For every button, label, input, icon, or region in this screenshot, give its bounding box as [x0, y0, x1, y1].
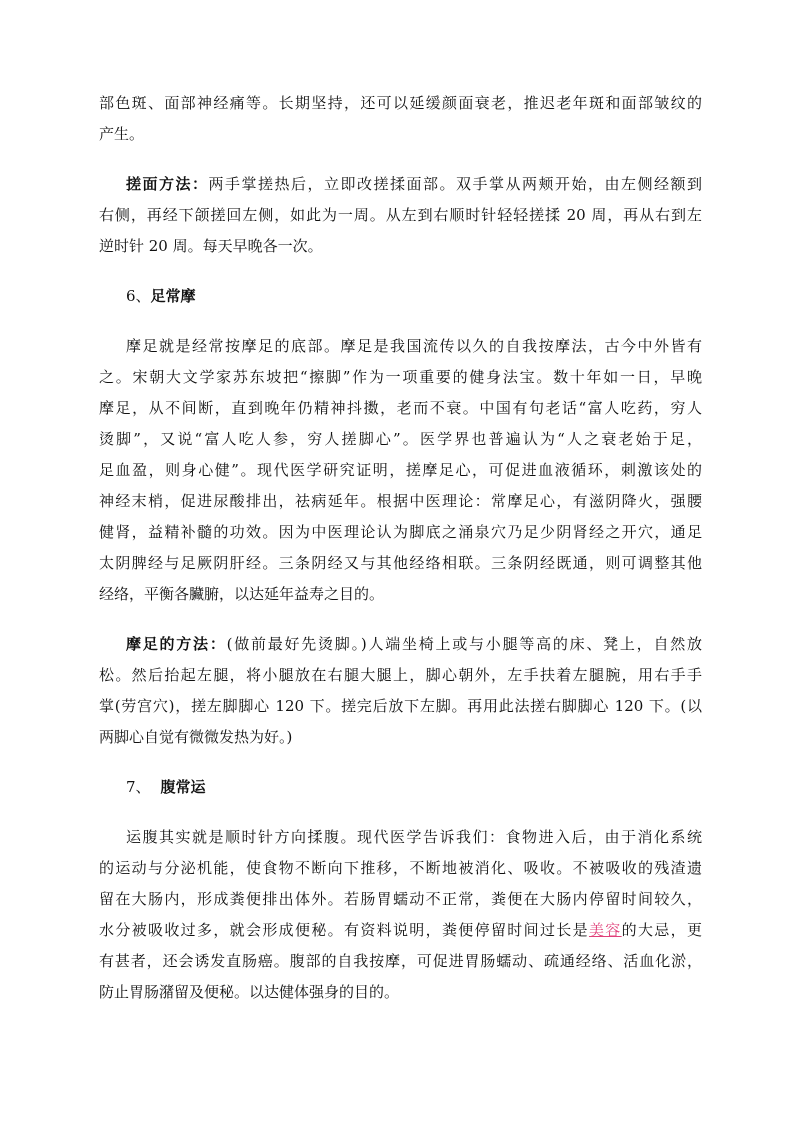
paragraph-abdomen	[99, 822, 702, 1008]
text-line: 有甚者，还会诱发直肠癌。腹部的自我按摩，可促进胃肠蠕动、疏通经络、活血化淤，	[99, 952, 702, 970]
text-line: 右侧，再经下颌搓回左侧，如此为一周。从左到右顺时针轻轻搓揉 20 周，再从右到左	[99, 206, 702, 224]
method-label: 搓面方法：	[126, 175, 209, 193]
text-line	[99, 169, 702, 200]
text-line: 的运动与分泌机能，使食物不断向下推移，不断地被消化、吸收。不被吸收的残渣遗	[99, 859, 702, 877]
text-line: 烫脚”，又说“富人吃人参，穷人搓脚心”。医学界也普遍认为“人之衰老始于足，	[99, 430, 702, 448]
paragraph-foot-method	[99, 629, 702, 753]
text-line: 掌(劳宫穴)，搓左脚脚心 120 下。搓完后放下左脚。再用此法搓右脚脚心 120 下。(以	[99, 697, 702, 715]
text-line: 太阴脾经与足厥阴肝经。三条阴经又与其他经络相联。三条阴经既通，则可调整其他	[99, 554, 702, 572]
section-title: 足常摩	[150, 287, 196, 305]
text-run: (做前最好先烫脚。)人端坐椅上或与小腿等高的床、凳上，自然放	[226, 635, 702, 653]
method-label: 摩足的方法：	[126, 635, 227, 653]
text-line: 两脚心自觉有微微发热为好。)	[99, 728, 293, 746]
document-page	[99, 88, 702, 1008]
heading-section-6	[99, 281, 702, 312]
text-line: 松。然后抬起左腿，将小腿放在右腿大腿上，脚心朝外，左手扶着左腿腕，用右手手	[99, 666, 702, 684]
text-line: 留在大肠内，形成粪便排出体外。若肠胃蠕动不正常，粪便在大肠内停留时间较久，	[99, 890, 702, 908]
text-run: 的大忌，更	[621, 921, 702, 939]
text-line: 部色斑、面部神经痛等。长期坚持，还可以延缓颜面衰老，推迟老年斑和面部皱纹的	[99, 94, 702, 112]
text-run: 水分被吸收过多，就会形成便秘。有资料说明，粪便停留时间过长是	[99, 921, 589, 939]
text-line: 健肾，益精补髓的功效。因为中医理论认为脚底之涌泉穴乃足少阴肾经之开穴，通足	[99, 523, 702, 541]
paragraph-foot-massage	[99, 331, 702, 610]
section-title: 腹常运	[160, 778, 206, 796]
text-line: 逆时针 20 周。每天早晚各一次。	[99, 237, 323, 255]
text-line: 神经末梢，促进尿酸排出，祛病延年。根据中医理论：常摩足心，有滋阴降火，强腰	[99, 492, 702, 510]
text-line: 产生。	[99, 125, 145, 143]
text-line: 足血盈，则身心健”。现代医学研究证明，搓摩足心，可促进血液循环，刺激该处的	[99, 461, 702, 479]
text-line: 防止胃肠潴留及便秘。以达健体强身的目的。	[99, 983, 400, 1001]
section-number: 7、	[126, 778, 151, 796]
text-run: 两手掌搓热后，立即改搓揉面部。双手掌从两颊开始，由左侧经额到	[208, 175, 702, 193]
text-line: 经络，平衡各臟腑，以达延年益寿之目的。	[99, 585, 385, 603]
text-line	[99, 915, 702, 946]
section-number: 6、	[126, 287, 151, 305]
paragraph-face-benefits	[99, 88, 702, 150]
text-line: 之。宋朝大文学家苏东坡把“擦脚”作为一项重要的健身法宝。数十年如一日，早晚	[99, 368, 702, 386]
heading-line	[99, 281, 702, 312]
text-line: 摩足就是经常按摩足的底部。摩足是我国流传以久的自我按摩法，古今中外皆有	[126, 337, 702, 355]
paragraph-face-method	[99, 169, 702, 262]
text-line: 摩足，从不间断，直到晚年仍精神抖擞，老而不衰。中国有句老话“富人吃药，穷人	[99, 399, 702, 417]
text-line	[99, 629, 702, 660]
text-line: 运腹其实就是顺时针方向揉腹。现代医学告诉我们：食物进入后，由于消化系统	[126, 828, 702, 846]
beauty-link[interactable]: 美容	[588, 921, 622, 939]
heading-section-7	[99, 772, 702, 803]
heading-line	[99, 772, 702, 803]
